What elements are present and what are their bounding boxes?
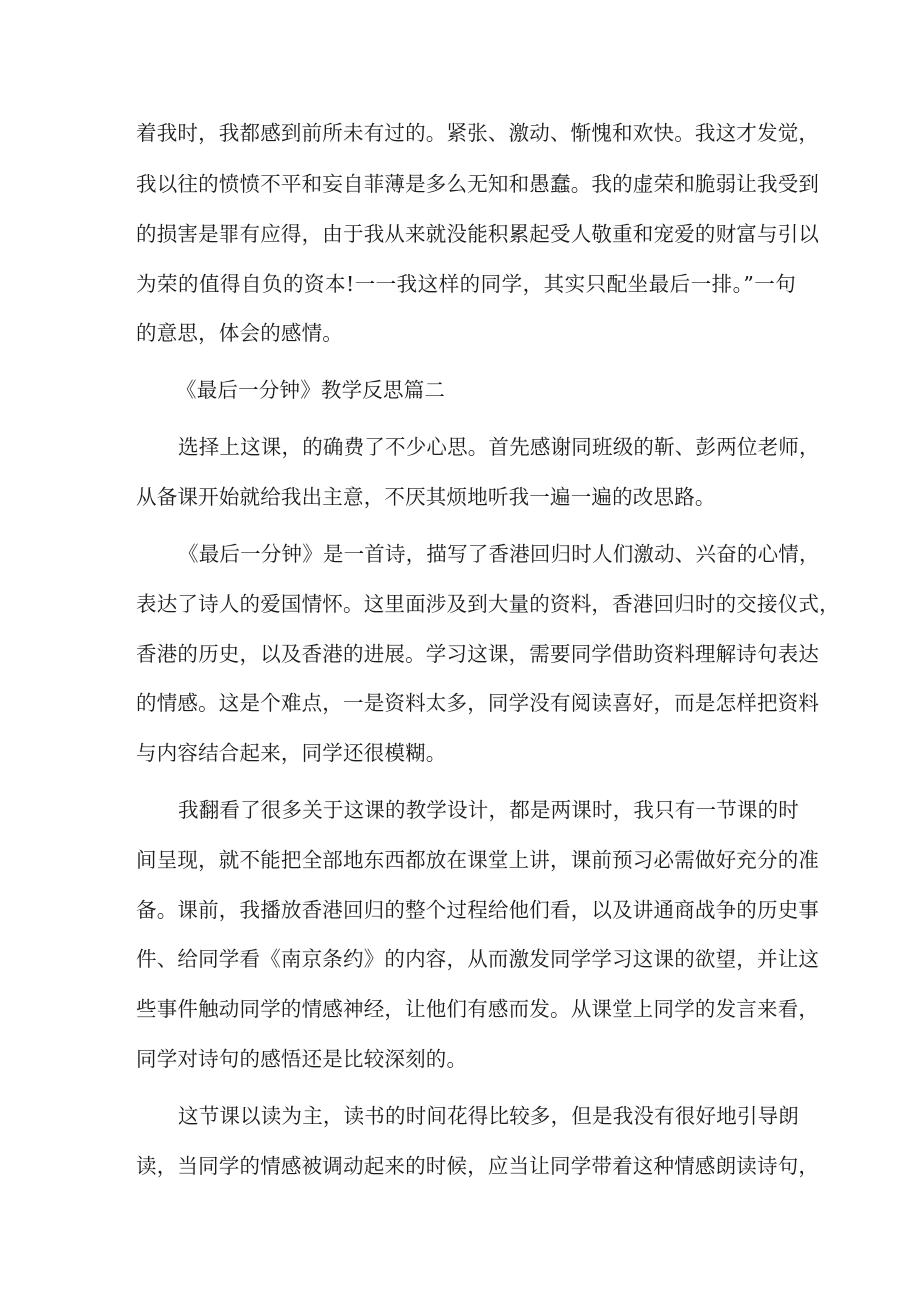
paragraph-line: 香港的历史，以及香港的进展。学习这课，需要同学借助资料理解诗句表达	[136, 642, 820, 666]
paragraph-line: 从备课开始就给我出主意，不厌其烦地听我一遍一遍的改思路。	[136, 485, 716, 509]
paragraph-line: 这节课以读为主，读书的时间花得比较多，但是我没有很好地引导朗	[178, 1104, 799, 1128]
paragraph-line: 备。课前，我播放香港回归的整个过程给他们看，以及讲通商战争的历史事	[136, 898, 820, 922]
paragraph-line: 的损害是罪有应得，由于我从来就没能积累起受人敬重和宠爱的财富与引以	[136, 222, 820, 246]
paragraph-line: 些事件触动同学的情感神经，让他们有感而发。从课堂上同学的发言来看，	[136, 997, 820, 1021]
paragraph-line: 读，当同学的情感被调动起来的时候，应当让同学带着这种情感朗读诗句，	[136, 1154, 820, 1178]
paragraph-line: 的情感。这是个难点，一是资料太多，同学没有阅读喜好，而是怎样把资料	[136, 691, 820, 715]
paragraph-line: 选择上这课，的确费了不少心思。首先感谢同班级的靳、彭两位老师，	[178, 435, 820, 459]
paragraph-line: 《最后一分钟》是一首诗，描写了香港回归时人们激动、兴奋的心情，	[178, 542, 820, 566]
paragraph-line: 为荣的值得自负的资本!一一我这样的同学，其实只配坐最后一排。”一句	[136, 272, 796, 296]
paragraph-line: 间呈现，就不能把全部地东西都放在课堂上讲，课前预习必需做好充分的准	[136, 848, 820, 872]
paragraph-line: 我以往的愤愤不平和妄自菲薄是多么无知和愚蠢。我的虚荣和脆弱让我受到	[136, 172, 820, 196]
section-heading: 《最后一分钟》教学反思篇二	[176, 378, 446, 402]
paragraph-line: 我翻看了很多关于这课的教学设计，都是两课时，我只有一节课的时	[178, 798, 799, 822]
paragraph-line: 表达了诗人的爱国情怀。这里面涉及到大量的资料，香港回归时的交接仪式，	[136, 592, 840, 616]
paragraph-line: 件、给同学看《南京条约》的内容，从而激发同学学习这课的欲望，并让这	[136, 947, 820, 971]
paragraph-line: 同学对诗句的感悟还是比较深刻的。	[136, 1047, 468, 1071]
paragraph-line: 着我时，我都感到前所未有过的。紧张、激动、惭愧和欢快。我这才发觉，	[136, 121, 820, 145]
paragraph-line: 与内容结合起来，同学还很模糊。	[136, 741, 447, 765]
paragraph-line: 的意思，体会的感情。	[136, 321, 343, 345]
